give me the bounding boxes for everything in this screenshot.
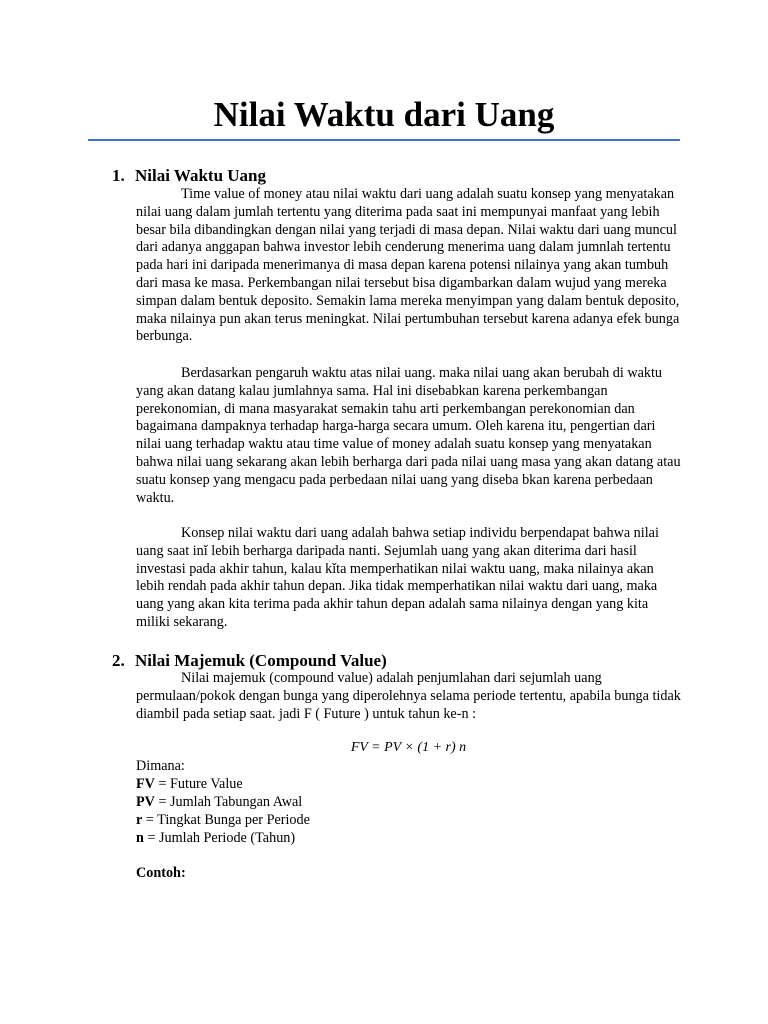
section-2-paragraph-1: Nilai majemuk (compound value) adalah penjumlahan dari sejumlah uang permulaan/pokok dengan bunga yang diperolehnya selama periode tertentu, apabila bunga tidak diambil pada setiap saat. jadi F ( Future ) untuk tahun ke-n :: [136, 670, 681, 722]
definition-desc: = Future Value: [154, 776, 243, 792]
section-1-paragraph-3: Konsep nilai waktu dari uang adalah bahwa setiap individu berpendapat bahwa nilai uang saat inǐ lebih berharga daripada nanti. Sejumlah uang yang akan diterima dari hasil investasi pada akhir tahun, kalau kǐta memperhatikan nilai waktu uang, maka nilainya akan lebih rendah pada akhir tahun depan. Jika tidak memperhatikan nilai waktu dari uang, maka uang yang akan kita terima pada akhir tahun depan adalah sama nilainya dengan yang kita miliki sekarang.: [136, 525, 659, 630]
definition-desc: = Jumlah Periode (Tahun): [143, 830, 296, 846]
definition-item: [136, 793, 310, 811]
definition-item: [136, 829, 310, 847]
section-1-title: Nilai Waktu Uang: [135, 166, 267, 185]
definition-term: r: [136, 812, 143, 828]
title-underline: [88, 139, 680, 141]
example-label: Contoh:: [136, 865, 186, 881]
section-1-number: 1.: [112, 166, 125, 185]
section-1-paragraph-2: Berdasarkan pengaruh waktu atas nilai uang. maka nilai uang akan berubah di waktu yang akan datang kalau jumlahnya sama. Hal ini disebabkan karena perkembangan perekonomian, di mana masyarakat semakin tahu arti perkembangan perekonomian dan bagaimana dampaknya terhadap harga-harga secara umum. Oleh karena itu, pengertian dari nilai uang terhadap waktu atau time value of money adalah suatu konsep yang menyatakan bahwa nilai uang sekarang akan lebih berharga dari pada nilai uang masa yang akan datang atau suatu konsep yang mengacu pada perbedaan nilai uang yang diseba bkan karena perbedaan waktu.: [136, 365, 681, 506]
compound-formula: FV = PV × (1 + r) n: [350, 740, 467, 755]
page-title: Nilai Waktu dari Uang: [213, 95, 555, 134]
section-2-title: Nilai Majemuk (Compound Value): [135, 651, 387, 670]
section-1-paragraph-1: Time value of money atau nilai waktu dari uang adalah suatu konsep yang menyatakan nilai uang dalam jumlah tertentu yang diterima pada saat ini mempunyai manfaat yang lebih besar bila dibandingkan dengan nilai yang terjadi di masa depan. Nilai waktu dari uang muncul dari adanya anggapan bahwa investor lebih cenderung menerima uang dalam jumnlah tertentu pada hari ini daripada menerimanya di masa depan karena potensi nilainya yang akan tumbuh dari masa ke masa. Perkembangan nilai tersebut bisa digambarkan dalam wujud yang mereka simpan dalam bentuk deposito. Semakin lama mereka menyimpan yang dalam bentuk deposito, maka nilainya pun akan terus meningkat. Nilai pertumbuhan tersebut karena adanya efek bunga berbunga.: [136, 186, 680, 345]
definition-desc: = Tingkat Bunga per Periode: [142, 812, 310, 828]
section-2-number: 2.: [112, 651, 125, 670]
definition-list: [136, 757, 310, 847]
definition-item: [136, 775, 310, 793]
definition-term: FV: [136, 776, 155, 792]
definition-term: n: [136, 830, 144, 846]
section-2-heading: [112, 651, 387, 671]
definition-desc: = Jumlah Tabungan Awal: [154, 794, 303, 810]
definition-label: Dimana:: [136, 758, 185, 774]
definition-term: PV: [136, 794, 155, 810]
definition-item: [136, 811, 310, 829]
section-1-heading: [112, 166, 266, 186]
